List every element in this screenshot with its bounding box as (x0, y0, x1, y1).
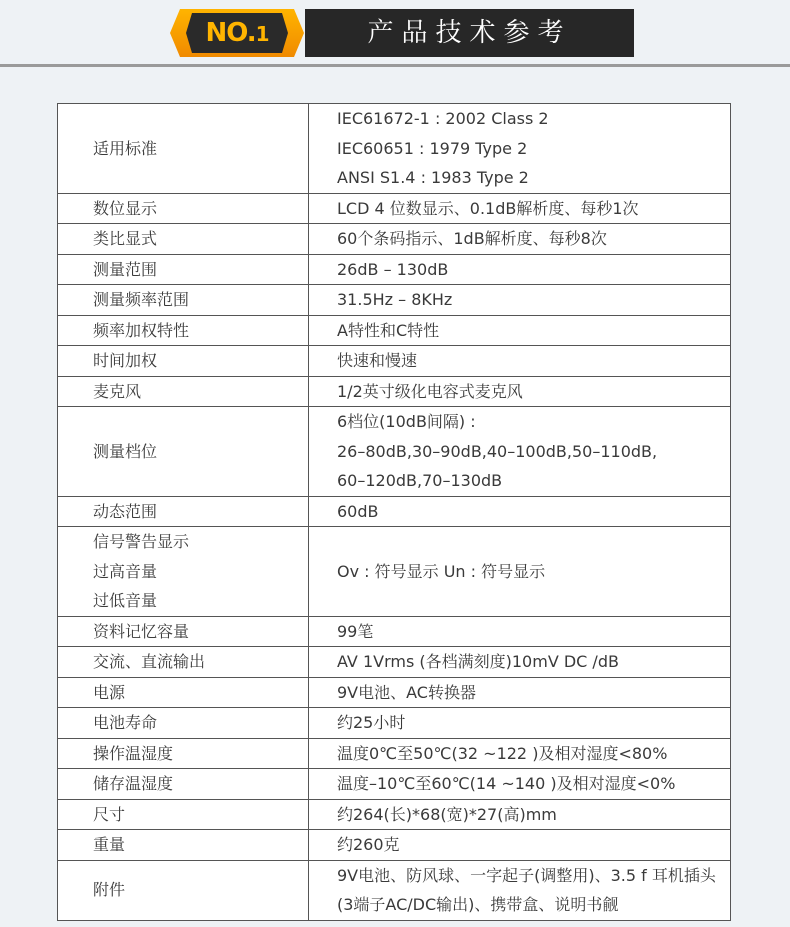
spec-label: 测量范围 (93, 259, 158, 279)
spec-label: 储存温湿度 (93, 774, 174, 793)
spec-value: 约25小时 (337, 713, 406, 732)
spec-value-cell (309, 193, 731, 224)
spec-value: Ov : 符号显示 Un : 符号显示 (337, 561, 546, 581)
spec-value: 约264(长)*68(宽)*27(高)mm (337, 804, 557, 824)
spec-label: 电池寿命 (93, 713, 158, 732)
spec-label: 电源 (93, 682, 126, 702)
spec-label-cell (58, 254, 309, 285)
spec-label-cell (58, 346, 309, 377)
spec-label-cell (58, 769, 309, 800)
spec-label-cell (58, 527, 309, 617)
table-row (58, 254, 731, 285)
badge-number: 1 (255, 22, 269, 46)
spec-label-cell (58, 830, 309, 861)
spec-value: LCD 4 位数显示、0.1dB解析度、每秒1次 (337, 198, 639, 218)
spec-label: 适用标准 (93, 138, 158, 158)
spec-label-cell (58, 315, 309, 346)
header-divider (0, 64, 790, 67)
table-row (58, 527, 731, 617)
spec-value: 1/2英寸级化电容式麦克风 (337, 381, 523, 401)
spec-value: 温度–10℃至60℃(14 ~140 )及相对湿度<0% (337, 774, 676, 793)
table-row (58, 224, 731, 255)
spec-value: 99笔 (337, 621, 374, 641)
spec-value: 温度0℃至50℃(32 ~122 )及相对湿度<80% (337, 743, 668, 763)
spec-value-cell (309, 315, 731, 346)
spec-label: 动态范围 (93, 501, 158, 521)
table-row (58, 830, 731, 861)
spec-value-cell (309, 346, 731, 377)
spec-value-cell (309, 769, 731, 800)
spec-label: 过高音量 (93, 561, 158, 581)
spec-value-cell (309, 407, 731, 497)
spec-value: 60个条码指示、1dB解析度、每秒8次 (337, 229, 607, 248)
spec-label-cell (58, 860, 309, 920)
spec-label: 尺寸 (93, 804, 126, 824)
table-row (58, 677, 731, 708)
spec-value-cell (309, 376, 731, 407)
spec-value-cell (309, 254, 731, 285)
section-title: 产品技术参考 (367, 18, 572, 48)
table-row (58, 708, 731, 739)
table-row (58, 285, 731, 316)
spec-value: 60–120dB,70–130dB (337, 471, 503, 490)
spec-label: 重量 (93, 835, 126, 854)
spec-label: 附件 (93, 880, 126, 900)
spec-label-cell (58, 407, 309, 497)
table-row (58, 193, 731, 224)
spec-label: 麦克风 (93, 381, 142, 401)
spec-value: 9V电池、AC转换器 (337, 682, 476, 702)
spec-label: 时间加权 (93, 351, 158, 370)
spec-label: 类比显式 (93, 229, 158, 248)
spec-value: 6档位(10dB间隔) : (337, 412, 476, 431)
spec-label: 信号警告显示 (93, 532, 190, 551)
spec-label-cell (58, 647, 309, 678)
spec-label: 测量频率范围 (93, 290, 190, 309)
spec-label: 测量档位 (93, 441, 158, 461)
spec-table-body (58, 104, 731, 921)
table-row (58, 407, 731, 497)
spec-value: IEC61672-1 : 2002 Class 2 (337, 109, 549, 128)
table-row (58, 860, 731, 920)
spec-value: ANSI S1.4 : 1983 Type 2 (337, 168, 529, 187)
table-row (58, 769, 731, 800)
spec-value-cell (309, 104, 731, 194)
spec-label: 资料记忆容量 (93, 621, 190, 641)
spec-value-cell (309, 527, 731, 617)
spec-value: 快速和慢速 (337, 351, 418, 370)
table-row (58, 799, 731, 830)
table-row (58, 346, 731, 377)
spec-label: 操作温湿度 (93, 743, 174, 763)
spec-label: 频率加权特性 (93, 320, 190, 340)
spec-value-cell (309, 496, 731, 527)
spec-value-cell (309, 708, 731, 739)
spec-value-cell (309, 285, 731, 316)
spec-value: 9V电池、防风球、一字起子(调整用)、3.5 f 耳机插头 (337, 865, 716, 885)
spec-label-cell (58, 738, 309, 769)
spec-value-cell (309, 860, 731, 920)
spec-label-cell (58, 285, 309, 316)
spec-value: 26–80dB,30–90dB,40–100dB,50–110dB, (337, 441, 658, 461)
table-row (58, 315, 731, 346)
spec-value-cell (309, 224, 731, 255)
spec-label: 数位显示 (93, 198, 158, 218)
spec-label-cell (58, 677, 309, 708)
spec-value-cell (309, 616, 731, 647)
spec-value: IEC60651 : 1979 Type 2 (337, 138, 528, 158)
spec-label-cell (58, 104, 309, 194)
spec-value-cell (309, 830, 731, 861)
spec-label: 过低音量 (93, 591, 158, 610)
spec-value: 26dB – 130dB (337, 259, 449, 279)
table-row (58, 104, 731, 194)
spec-label-cell (58, 376, 309, 407)
spec-value: 约260克 (337, 835, 400, 854)
table-row (58, 616, 731, 647)
spec-value-cell (309, 647, 731, 678)
spec-value: A特性和C特性 (337, 320, 440, 340)
spec-label: 交流、直流输出 (93, 652, 206, 671)
spec-value-cell (309, 799, 731, 830)
spec-value: 31.5Hz – 8KHz (337, 290, 453, 309)
table-row (58, 647, 731, 678)
table-row (58, 376, 731, 407)
spec-label-cell (58, 799, 309, 830)
section-badge-label (186, 13, 288, 53)
spec-value-cell (309, 677, 731, 708)
spec-label-cell (58, 224, 309, 255)
spec-value: (3端子AC/DC输出)、携带盒、说明书觎 (337, 895, 619, 914)
spec-table (57, 103, 731, 921)
spec-label-cell (58, 616, 309, 647)
badge-prefix: NO. (205, 18, 256, 48)
spec-label-cell (58, 193, 309, 224)
table-row (58, 738, 731, 769)
spec-value: AV 1Vrms (各档满刻度)10mV DC /dB (337, 652, 619, 671)
spec-label-cell (58, 496, 309, 527)
spec-label-cell (58, 708, 309, 739)
spec-value: 60dB (337, 501, 379, 521)
spec-value-cell (309, 738, 731, 769)
table-row (58, 496, 731, 527)
